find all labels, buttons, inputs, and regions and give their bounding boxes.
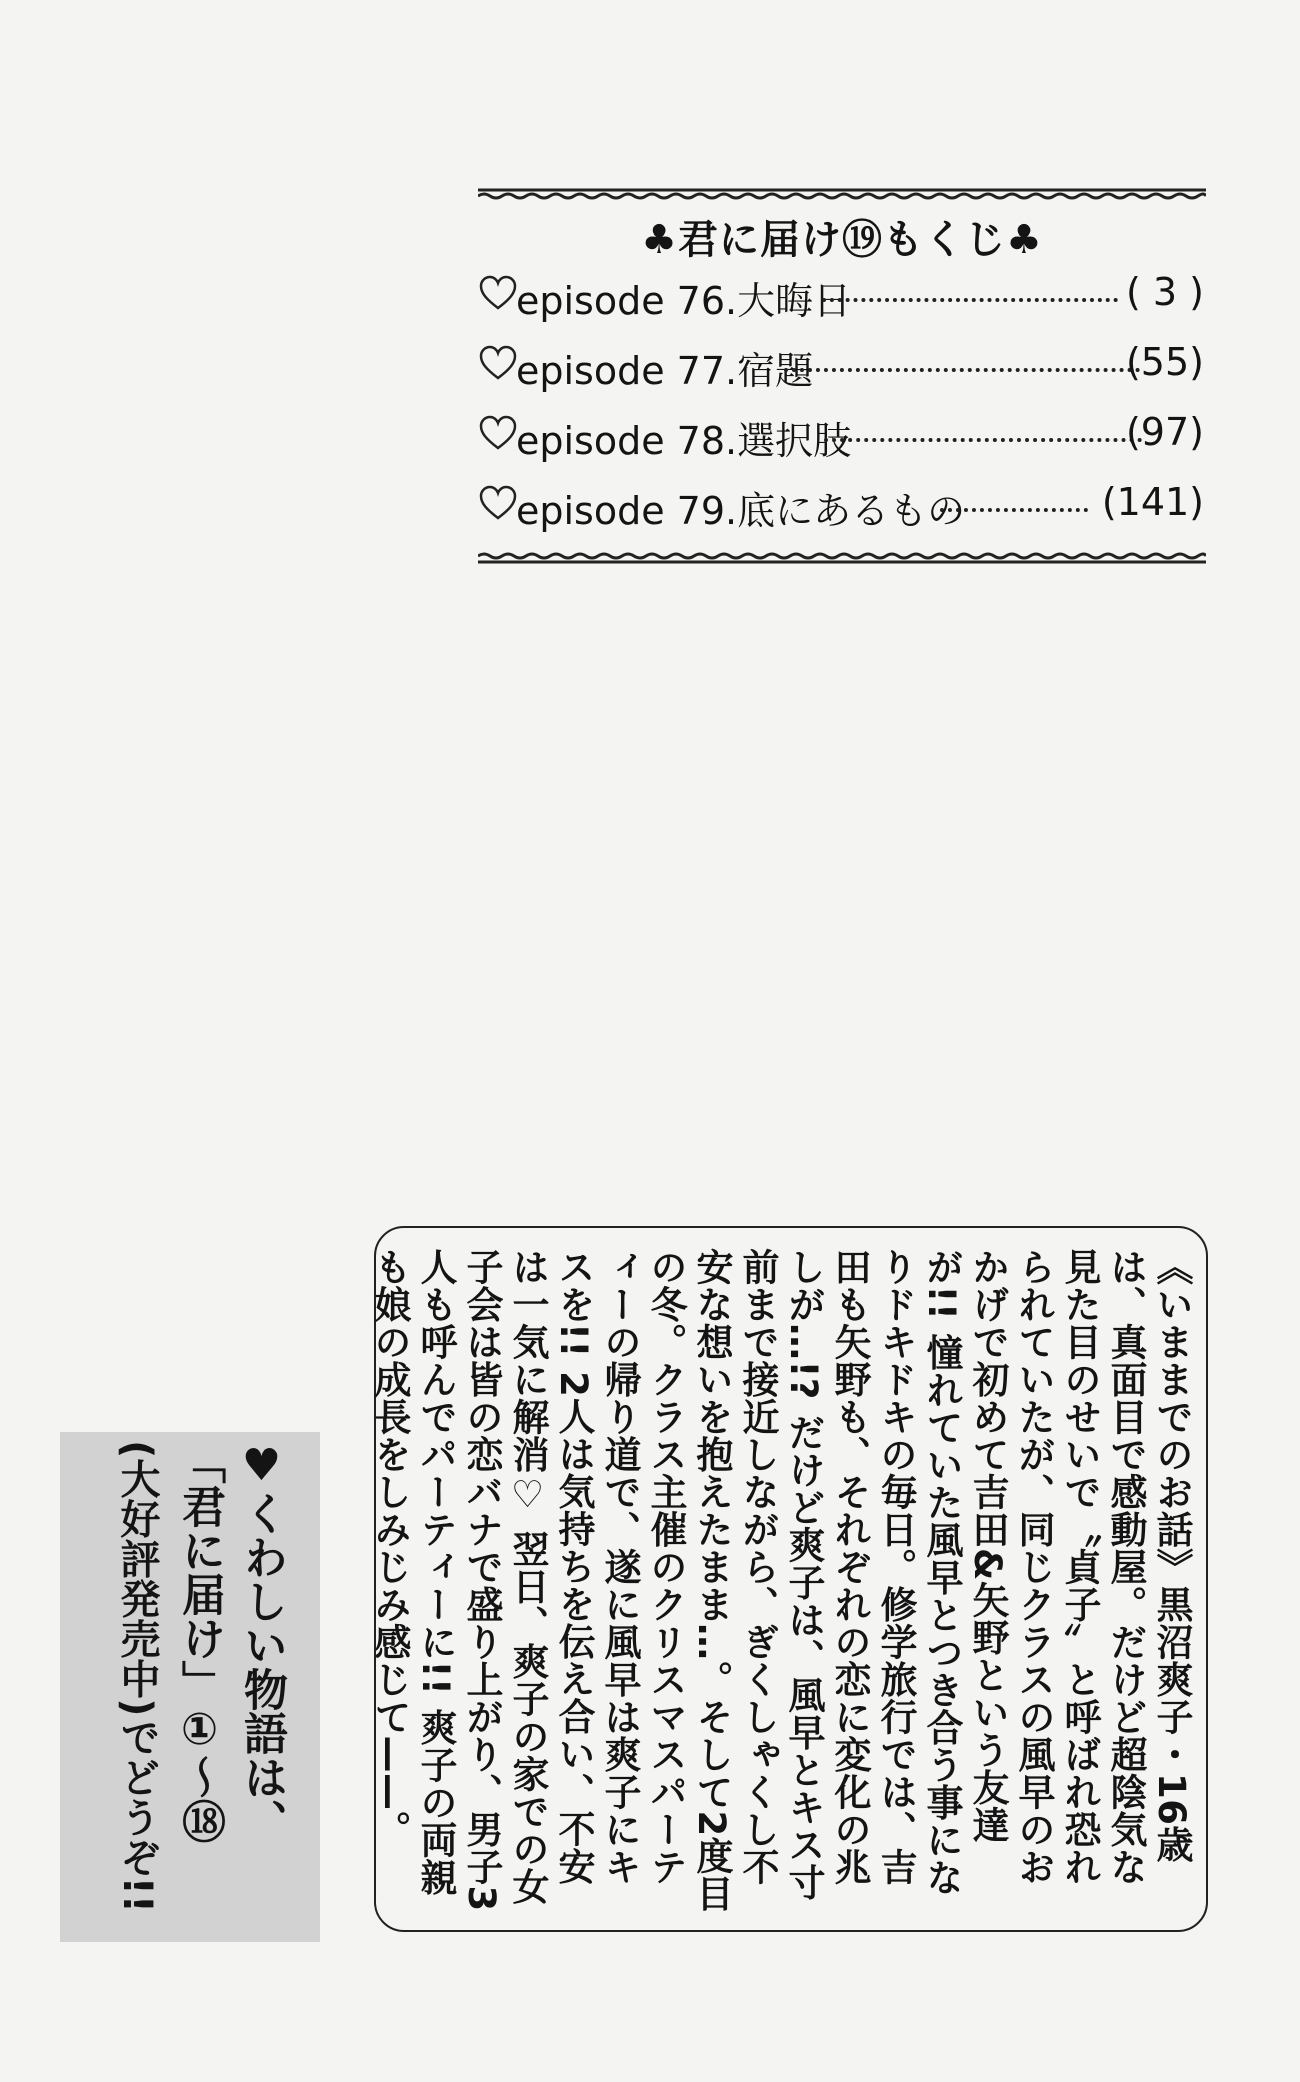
toc-entry-title: episode 78.選択肢 [516,419,852,463]
heart-outline-icon [478,414,518,454]
toc-entry-title: episode 77.宿題 [516,349,814,393]
side-note-line-2: 「君に届け」①～⑱ [174,1440,225,1843]
toc-entry[interactable] [478,480,1206,536]
toc-entry[interactable] [478,340,1206,396]
toc-entry-page: (97) [1125,410,1204,454]
story-summary-body: 黒沼爽子・16歳は、真面目で感動屋。だけど超陰気な見た目のせいで〝貞子〟と呼ばれ恐れられていたが、同じクラスの風早のおかげで初めて吉田&矢野という友達が!! 憧れていた風早とつき合う事になりドキドキの毎日。修学旅行では、吉田も矢野も、それぞれの恋に変化の兆しが…!? だけど爽子は、風早とキス寸前まで接近しながら、ぎくしゃくし不安な想いを抱えたまま…。そして2度目の冬。クラス主催のクリスマスパーティーの帰り道で、遂に風早は爽子にキスを!! 2人は気持ちを伝え合い、不安は一気に解消♡ 翌日、爽子の家での女子会は皆の恋バナで盛り上がり、男子3人も呼んでパーティーに!! 爽子の両親も娘の成長をしみじみ感じて——。 [368,1248,1193,1912]
heart-outline-icon [478,484,518,524]
leader-dots [940,504,1088,512]
toc-entry[interactable] [478,270,1206,326]
toc-entry[interactable] [478,410,1206,466]
side-note [92,1440,292,1940]
decorative-rule-top [478,186,1206,200]
toc-entry-page: (141) [1101,480,1204,524]
side-note-line-1: ♥くわしい物語は、 [236,1440,287,1843]
heart-outline-icon [478,274,518,314]
story-summary-text [368,1248,1194,1912]
leader-dots [824,434,1142,442]
toc-entry-title: episode 79.底にあるもの [516,489,966,533]
toc-title: ♣君に届け⑲もくじ♣ [641,217,1043,263]
toc-entry-page: (55) [1125,340,1204,384]
heart-outline-icon [478,344,518,384]
toc-entry-page: ( 3 ) [1126,270,1204,314]
leader-dots [784,364,1140,372]
story-summary-box [368,1226,1208,1932]
table-of-contents [478,186,1206,568]
decorative-rule-bottom [478,552,1206,566]
leader-dots [822,294,1118,302]
story-summary-heading: 《いままでのお話》 [1150,1248,1193,1586]
side-note-line-3: (大好評発売中)でどうぞ!! [114,1440,160,1914]
toc-entry-title: episode 76.大晦日 [516,279,852,323]
